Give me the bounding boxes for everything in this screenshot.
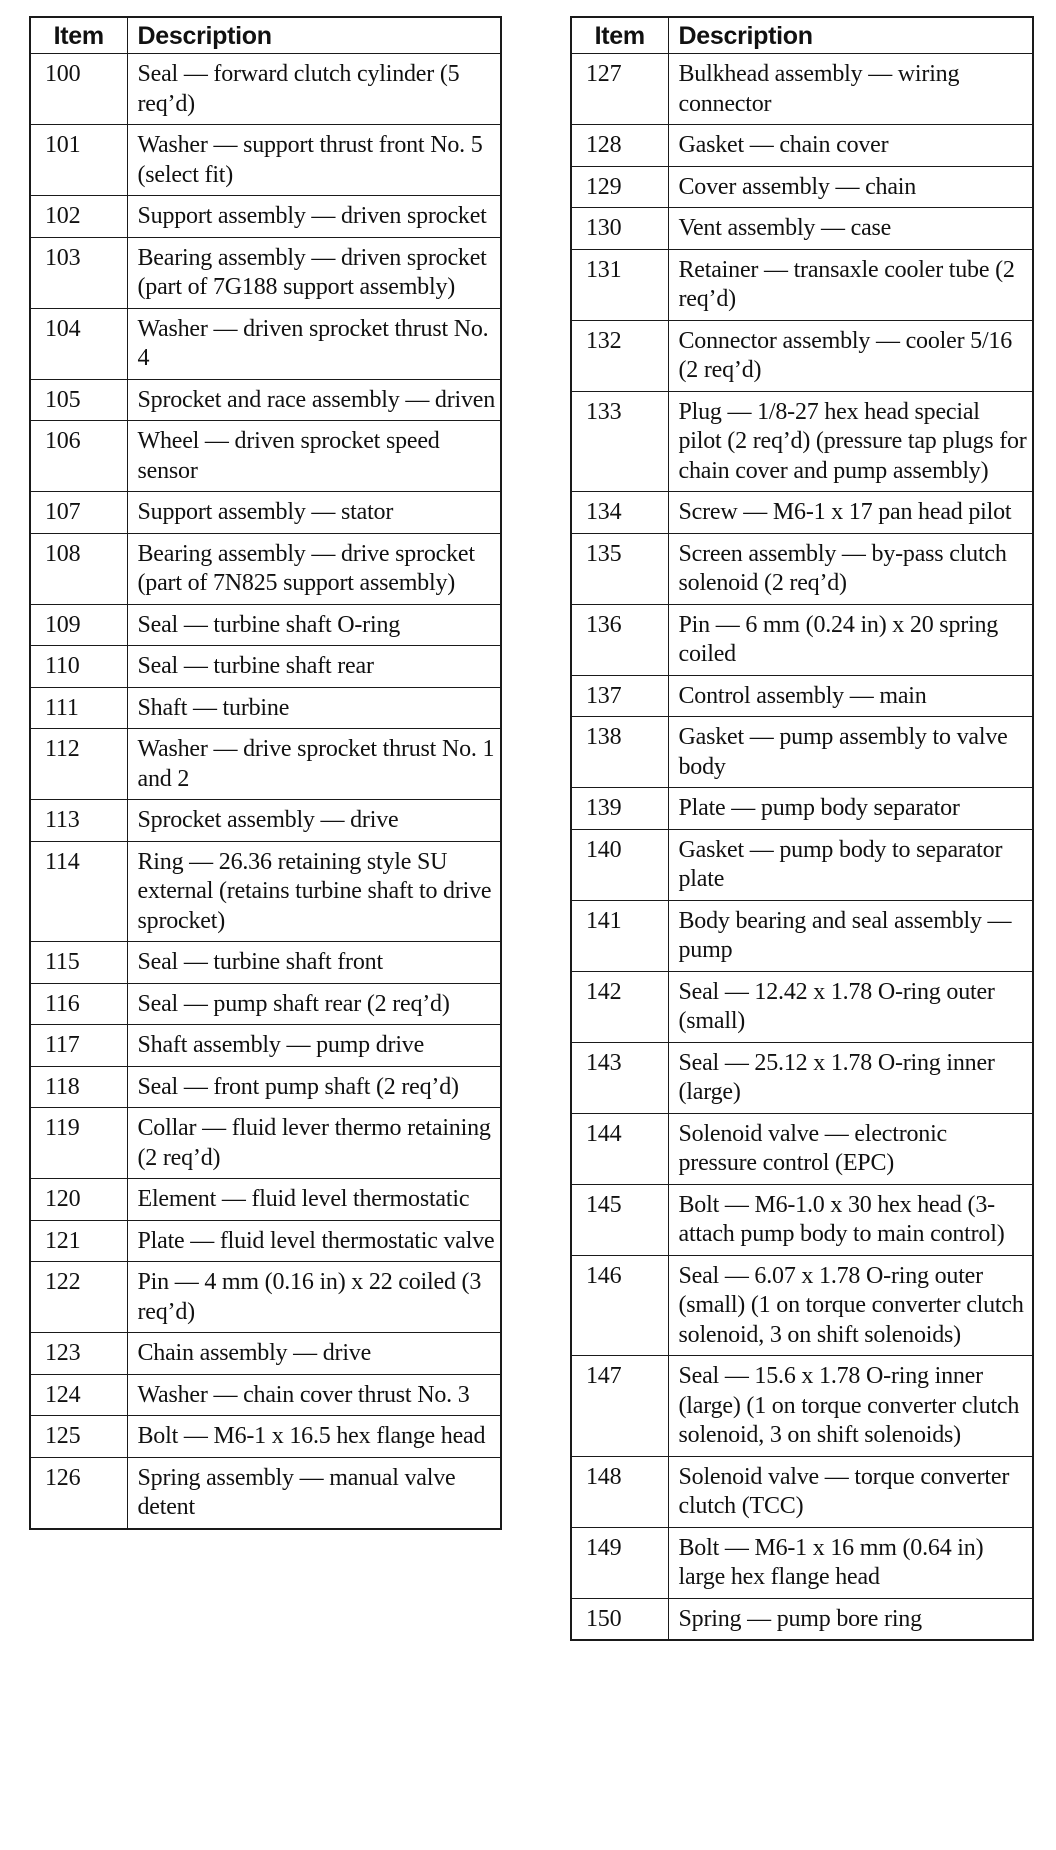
description-column-header: Description xyxy=(668,17,1033,54)
item-number: 149 xyxy=(571,1527,668,1598)
table-row xyxy=(571,1356,1033,1457)
table-row xyxy=(30,237,501,308)
item-number: 126 xyxy=(30,1457,127,1529)
table-row xyxy=(30,421,501,492)
table-row xyxy=(571,166,1033,208)
item-description: Bearing assembly — driven sprocket (part of 7G188 support assembly) xyxy=(127,237,501,308)
item-number: 141 xyxy=(571,900,668,971)
item-description: Washer — chain cover thrust No. 3 xyxy=(127,1374,501,1416)
item-number: 130 xyxy=(571,208,668,250)
table-row xyxy=(30,687,501,729)
table-row xyxy=(30,1416,501,1458)
item-description: Bolt — M6-1 x 16 mm (0.64 in) large hex flange head xyxy=(668,1527,1033,1598)
table-row xyxy=(571,675,1033,717)
item-number: 104 xyxy=(30,308,127,379)
item-number: 107 xyxy=(30,492,127,534)
table-row xyxy=(30,1108,501,1179)
item-description: Pin — 6 mm (0.24 in) x 20 spring coiled xyxy=(668,604,1033,675)
table-row xyxy=(30,983,501,1025)
item-description: Seal — pump shaft rear (2 req’d) xyxy=(127,983,501,1025)
table-header-row xyxy=(571,17,1033,54)
item-number: 134 xyxy=(571,492,668,534)
item-number: 136 xyxy=(571,604,668,675)
item-description: Washer — driven sprocket thrust No. 4 xyxy=(127,308,501,379)
item-number: 103 xyxy=(30,237,127,308)
table-row xyxy=(571,717,1033,788)
table-row xyxy=(571,54,1033,125)
table-row xyxy=(571,971,1033,1042)
item-number: 108 xyxy=(30,533,127,604)
item-description: Plate — pump body separator xyxy=(668,788,1033,830)
parts-table-right xyxy=(570,16,1034,1641)
table-row xyxy=(30,1220,501,1262)
item-description: Washer — support thrust front No. 5 (select fit) xyxy=(127,125,501,196)
table-row xyxy=(571,1527,1033,1598)
item-number: 102 xyxy=(30,196,127,238)
item-number: 110 xyxy=(30,646,127,688)
item-number: 133 xyxy=(571,391,668,492)
item-description: Plate — fluid level thermostatic valve xyxy=(127,1220,501,1262)
item-number: 121 xyxy=(30,1220,127,1262)
item-description: Wheel — driven sprocket speed sensor xyxy=(127,421,501,492)
table-row xyxy=(571,125,1033,167)
item-description: Shaft — turbine xyxy=(127,687,501,729)
item-number: 109 xyxy=(30,604,127,646)
item-description: Washer — drive sprocket thrust No. 1 and 2 xyxy=(127,729,501,800)
item-description: Sprocket assembly — drive xyxy=(127,800,501,842)
item-description: Seal — turbine shaft rear xyxy=(127,646,501,688)
table-row xyxy=(30,1262,501,1333)
table-row xyxy=(30,646,501,688)
item-number: 113 xyxy=(30,800,127,842)
table-row xyxy=(30,800,501,842)
item-number: 122 xyxy=(30,1262,127,1333)
item-number: 123 xyxy=(30,1333,127,1375)
item-number: 145 xyxy=(571,1184,668,1255)
item-description: Support assembly — stator xyxy=(127,492,501,534)
item-description: Bearing assembly — drive sprocket (part of 7N825 support assembly) xyxy=(127,533,501,604)
item-number: 128 xyxy=(571,125,668,167)
table-row xyxy=(571,1184,1033,1255)
item-description: Bulkhead assembly — wiring connector xyxy=(668,54,1033,125)
item-description: Vent assembly — case xyxy=(668,208,1033,250)
item-description: Retainer — transaxle cooler tube (2 req’d) xyxy=(668,249,1033,320)
item-description: Seal — turbine shaft front xyxy=(127,942,501,984)
item-description: Solenoid valve — torque converter clutch (TCC) xyxy=(668,1456,1033,1527)
item-number: 127 xyxy=(571,54,668,125)
item-description: Bolt — M6-1 x 16.5 hex flange head xyxy=(127,1416,501,1458)
table-row xyxy=(30,1374,501,1416)
item-number: 124 xyxy=(30,1374,127,1416)
item-description: Plug — 1/8-27 hex head special pilot (2 req’d) (pressure tap plugs for chain cover and pump assembly) xyxy=(668,391,1033,492)
table-row xyxy=(30,125,501,196)
item-number: 147 xyxy=(571,1356,668,1457)
item-description: Seal — forward clutch cylinder (5 req’d) xyxy=(127,54,501,125)
item-description: Seal — 15.6 x 1.78 O-ring inner (large) (1 on torque converter clutch solenoid, 3 on shift solenoids) xyxy=(668,1356,1033,1457)
item-number: 106 xyxy=(30,421,127,492)
table-row xyxy=(30,492,501,534)
table-row xyxy=(571,1598,1033,1640)
item-number: 142 xyxy=(571,971,668,1042)
item-number: 144 xyxy=(571,1113,668,1184)
item-description: Pin — 4 mm (0.16 in) x 22 coiled (3 req’d) xyxy=(127,1262,501,1333)
item-description: Seal — front pump shaft (2 req’d) xyxy=(127,1066,501,1108)
item-number: 112 xyxy=(30,729,127,800)
table-row xyxy=(571,900,1033,971)
item-description: Body bearing and seal assembly — pump xyxy=(668,900,1033,971)
table-row xyxy=(30,1179,501,1221)
table-row xyxy=(30,1333,501,1375)
item-description: Gasket — chain cover xyxy=(668,125,1033,167)
item-description: Connector assembly — cooler 5/16 (2 req’d) xyxy=(668,320,1033,391)
item-number: 116 xyxy=(30,983,127,1025)
parts-table-left xyxy=(29,16,502,1530)
table-row xyxy=(30,1025,501,1067)
item-description: Seal — turbine shaft O-ring xyxy=(127,604,501,646)
item-description: Screen assembly — by-pass clutch solenoid (2 req’d) xyxy=(668,533,1033,604)
item-description: Collar — fluid lever thermo retaining (2 req’d) xyxy=(127,1108,501,1179)
item-number: 118 xyxy=(30,1066,127,1108)
item-description: Ring — 26.36 retaining style SU external (retains turbine shaft to drive sprocket) xyxy=(127,841,501,942)
item-description: Element — fluid level thermostatic xyxy=(127,1179,501,1221)
item-number: 138 xyxy=(571,717,668,788)
table-row xyxy=(30,729,501,800)
table-row xyxy=(571,208,1033,250)
item-number: 100 xyxy=(30,54,127,125)
table-header-row xyxy=(30,17,501,54)
table-row xyxy=(571,320,1033,391)
table-row xyxy=(30,604,501,646)
item-description: Seal — 6.07 x 1.78 O-ring outer (small) (1 on torque converter clutch solenoid, 3 on shift solenoids) xyxy=(668,1255,1033,1356)
item-column-header: Item xyxy=(571,17,668,54)
item-description: Gasket — pump assembly to valve body xyxy=(668,717,1033,788)
table-row xyxy=(571,533,1033,604)
item-number: 120 xyxy=(30,1179,127,1221)
table-row xyxy=(571,391,1033,492)
table-row xyxy=(571,1255,1033,1356)
item-number: 114 xyxy=(30,841,127,942)
item-number: 129 xyxy=(571,166,668,208)
item-description: Cover assembly — chain xyxy=(668,166,1033,208)
item-number: 115 xyxy=(30,942,127,984)
table-row xyxy=(571,1113,1033,1184)
item-number: 139 xyxy=(571,788,668,830)
item-number: 119 xyxy=(30,1108,127,1179)
item-description: Sprocket and race assembly — driven xyxy=(127,379,501,421)
table-row xyxy=(571,492,1033,534)
item-number: 140 xyxy=(571,829,668,900)
item-number: 131 xyxy=(571,249,668,320)
item-description: Spring assembly — manual valve detent xyxy=(127,1457,501,1529)
table-row xyxy=(571,829,1033,900)
table-row xyxy=(571,604,1033,675)
item-number: 101 xyxy=(30,125,127,196)
table-row xyxy=(30,196,501,238)
item-number: 111 xyxy=(30,687,127,729)
item-description: Screw — M6-1 x 17 pan head pilot xyxy=(668,492,1033,534)
item-number: 148 xyxy=(571,1456,668,1527)
item-number: 146 xyxy=(571,1255,668,1356)
description-column-header: Description xyxy=(127,17,501,54)
item-description: Shaft assembly — pump drive xyxy=(127,1025,501,1067)
item-description: Control assembly — main xyxy=(668,675,1033,717)
item-number: 117 xyxy=(30,1025,127,1067)
table-row xyxy=(30,308,501,379)
item-number: 143 xyxy=(571,1042,668,1113)
table-row xyxy=(571,1042,1033,1113)
item-description: Bolt — M6-1.0 x 30 hex head (3-attach pump body to main control) xyxy=(668,1184,1033,1255)
table-row xyxy=(30,841,501,942)
table-row xyxy=(30,1457,501,1529)
table-row xyxy=(30,533,501,604)
table-row xyxy=(571,1456,1033,1527)
item-description: Support assembly — driven sprocket xyxy=(127,196,501,238)
item-number: 125 xyxy=(30,1416,127,1458)
item-description: Gasket — pump body to separator plate xyxy=(668,829,1033,900)
item-number: 132 xyxy=(571,320,668,391)
item-description: Chain assembly — drive xyxy=(127,1333,501,1375)
table-row xyxy=(30,1066,501,1108)
item-number: 150 xyxy=(571,1598,668,1640)
item-number: 135 xyxy=(571,533,668,604)
item-description: Solenoid valve — electronic pressure control (EPC) xyxy=(668,1113,1033,1184)
table-row xyxy=(571,249,1033,320)
item-description: Seal — 12.42 x 1.78 O-ring outer (small) xyxy=(668,971,1033,1042)
table-row xyxy=(571,788,1033,830)
table-row xyxy=(30,379,501,421)
item-column-header: Item xyxy=(30,17,127,54)
item-description: Seal — 25.12 x 1.78 O-ring inner (large) xyxy=(668,1042,1033,1113)
item-number: 105 xyxy=(30,379,127,421)
item-number: 137 xyxy=(571,675,668,717)
item-description: Spring — pump bore ring xyxy=(668,1598,1033,1640)
table-row xyxy=(30,54,501,125)
table-row xyxy=(30,942,501,984)
